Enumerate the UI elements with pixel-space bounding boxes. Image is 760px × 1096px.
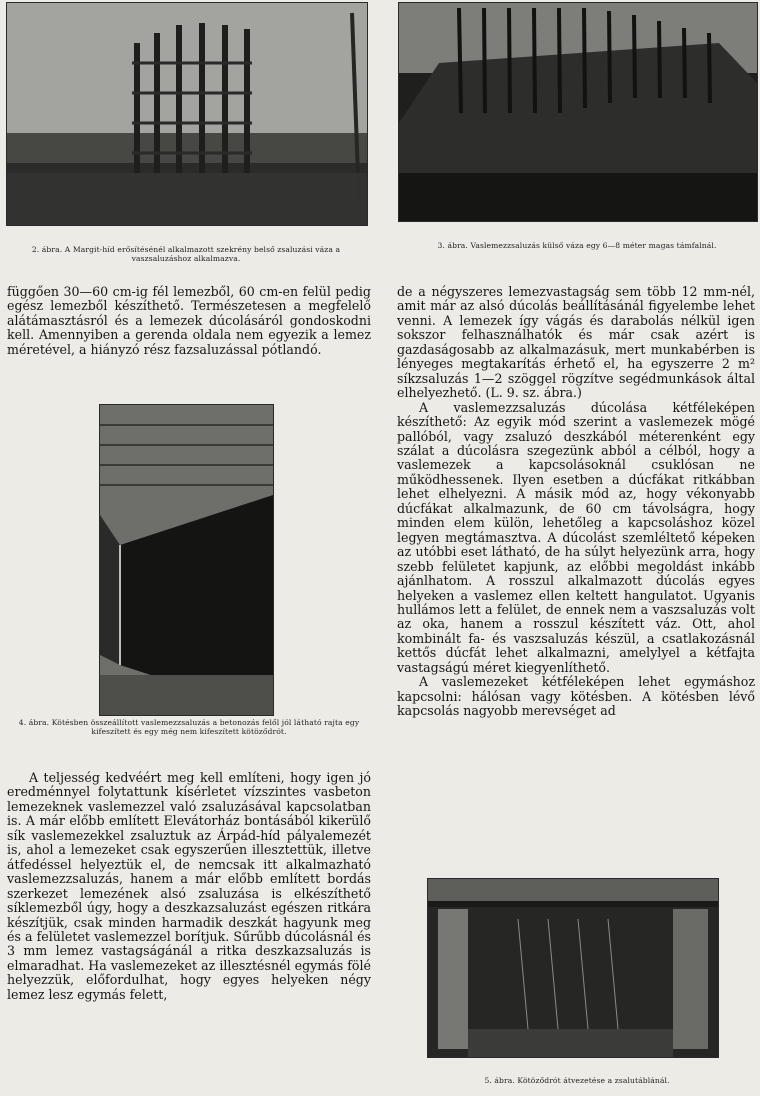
paragraph-text: de a négyszeres lemezvastagság sem több 12 mm-nél, amit már az alsó dúcolás beállításánál figyelembe lehet venni. A lemezek így vágás és darabolás nélkül igen sokszor felhasználhatók és már csak azért is gazdaságosabb az alkalmazásuk, mert munkabérben is lényeges megtakarítás érhető el, ha egyszerre 2 m² síkzsaluzás 1—2 szöggel rögzítve segédmunkások által elhelyezhető. (L. 9. sz. ábra.): [397, 284, 755, 401]
left-column-paragraph-2: [7, 771, 371, 1002]
figure-2-photo: [6, 2, 368, 226]
figure-4-photo: [99, 404, 274, 716]
paragraph-text: A teljesség kedvéért meg kell említeni, hogy igen jó eredménnyel folytattunk kísérletet vízszintes vasbeton lemezeknek vaslemezzel való zsaluzásával kapcsolatban is. A már előbb említett Elevátorház bontásából kikerülő sík vaslemezekkel zsaluztuk az Árpád-híd pályalemezét is, ahol a lemezeket csak egyszerűen illesztettük, illetve átfedéssel helyeztük el, de nemcsak itt alkalmazható vaslemezzsaluzás, hanem a már előbb említett bordás szerkezet lemezének alsó zsaluzása is elkészíthető síklemezből úgy, hogy a deszkazsaluzást egészen ritkára készítjük, csak minden harmadik deszkát hagyunk meg és a felületet vaslemezzel borítjuk. Sűrűbb dúcolásnál és 3 mm lemez vastagságánál a ritka deszkazsaluzás is elmaradhat. Ha vaslemezeket az illesztésnél egymás fölé helyezzük, előfordulhat, hogy egyes helyeken négy lemez lesz egymás felett,: [7, 770, 371, 1002]
paragraph-text: A vaslemezeket kétféleképen lehet egymáshoz kapcsolni: hálósan vagy kötésben. A kötésben lévő kapcsolás nagyobb merevséget ad: [397, 674, 755, 719]
paragraph-text: A vaslemezzsaluzás dúcolása kétféleképen készíthető: Az egyik mód szerint a vaslemezek mögé pallóból, vagy zsaluzó deszkából méterenként egy szálat a dúcolásra szegezünk abból a célból, hogy a vaslemezek a kapcsolásoknál csuklósan ne működhessenek. Ilyen esetben a dúcfákat ritkábban lehet elhelyezni. A másik mód az, hogy vékonyabb dúcfákat alkalmazunk, de 60 cm távolságra, hogy minden elem külön, lehetőleg a kapcsoláshoz közel legyen megtámasztva. A dúcolást szemléltető képeken az utóbbi eset látható, de ha súlyt helyezünk arra, hogy szebb felületet kapjunk, az előbbi megoldást inkább ajánlhatom. A rosszul alkalmazott dúcolás egyes helyeken a vaslemez ellen keltett hangulatot. Ugyanis hullámos lett a felület, de ennek nem a vaszsaluzás volt az oka, hanem a rosszul készített váz. Ott, ahol kombinált fa- és vaszsaluzás készül, a csatlakozásnál kettős dúcfát lehet alkalmazni, amelylyel a kétfajta vastagságú méret kiegyenlíthető.: [397, 399, 755, 675]
figure-2-caption: 2. ábra. A Margit-híd erősítésénél alkalmazott szekrény belső zsaluzási váza a vaszsaluzáshoz alkalmazva.: [31, 245, 341, 264]
right-column-text: [397, 285, 755, 719]
figure-5-photo: [427, 878, 719, 1058]
figure-3-photo: [398, 2, 758, 222]
figure-5-caption: 5. ábra. Kötöződrót átvezetése a zsalutáblánál.: [484, 1076, 670, 1085]
figure-4-caption: 4. ábra. Kötésben összeállított vaslemezzsaluzás a betonozás felől jól látható rajta egy kifeszített és egy még nem kifeszített kötöződrót.: [18, 718, 360, 737]
paragraph-text: függően 30—60 cm-ig fél lemezből, 60 cm-en felül pedig egész lemezből készíthető. Természetesen a megfelelő alátámasztásról és a lemezek dúcolásáról gondoskodni kell. Amennyiben a gerenda oldala nem egyezik a lemez méretével, a hiányzó rész fazsaluzással pótlandó.: [7, 284, 371, 357]
left-column-paragraph-1: [7, 285, 371, 357]
figure-3-caption: 3. ábra. Vaslemezzsaluzás külső váza egy 6—8 méter magas támfalnál.: [437, 241, 717, 250]
